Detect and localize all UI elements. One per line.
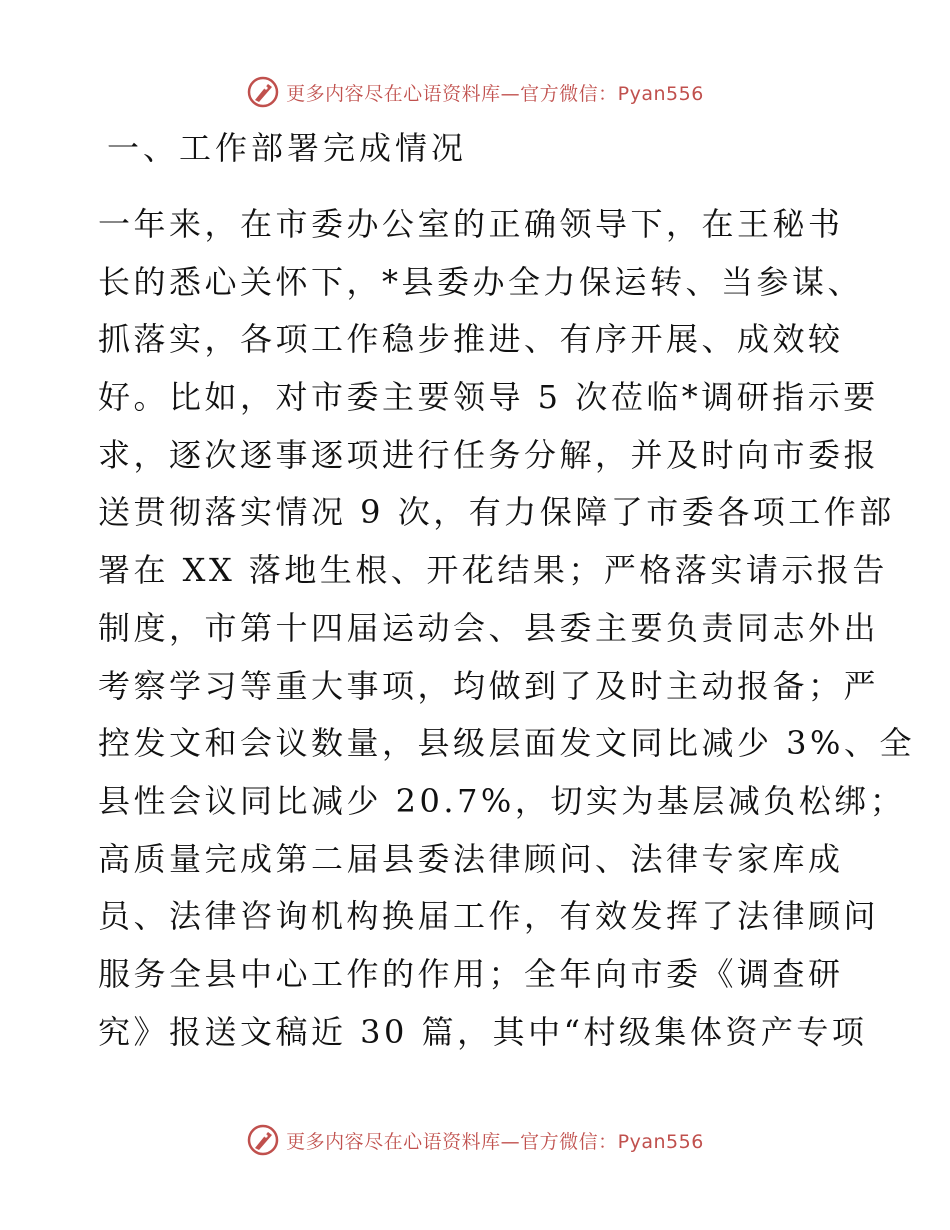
pen-nib-logo-icon: [246, 75, 280, 109]
text-line: 员、法律咨询机构换届工作，有效发挥了法律顾问: [98, 897, 880, 936]
text-line: 署在 XX 落地生根、开花结果；严格落实请示报告: [98, 551, 888, 590]
body-paragraph: [98, 196, 915, 1061]
text-line: 好。比如，对市委主要领导 5 次莅临*调研指示要: [98, 378, 879, 417]
text-line: 长的悉心关怀下，*县委办全力保运转、当参谋、: [98, 262, 864, 301]
pen-nib-logo-icon: [246, 1123, 280, 1157]
text-line: 服务全县中心工作的作用；全年向市委《调查研: [98, 954, 844, 993]
text-line: 制度，市第十四届运动会、县委主要负责同志外出: [98, 608, 880, 647]
section-heading: 一、工作部署完成情况: [107, 129, 468, 167]
text-line: 求，逐次逐事逐项进行任务分解，并及时向市委报: [98, 435, 880, 474]
text-line: 送贯彻落实情况 9 次，有力保障了市委各项工作部: [98, 493, 895, 532]
text-line: 县性会议同比减少 20.7%，切实为基层减负松绑；: [98, 781, 906, 820]
text-line: 抓落实，各项工作稳步推进、有序开展、成效较: [98, 320, 844, 359]
text-line: 一年来，在市委办公室的正确领导下，在王秘书: [98, 205, 844, 243]
watermark-text: 更多内容尽在心语资料库—官方微信：Pyan556: [286, 1130, 704, 1153]
text-line: 考察学习等重大事项，均做到了及时主动报备；严: [98, 666, 880, 705]
text-line: 究》报送文稿近 30 篇，其中“村级集体资产专项: [98, 1012, 868, 1051]
watermark-text: 更多内容尽在心语资料库—官方微信：Pyan556: [286, 82, 704, 105]
text-line: 高质量完成第二届县委法律顾问、法律专家库成: [98, 839, 844, 878]
text-line: 控发文和会议数量，县级层面发文同比减少 3%、全: [98, 724, 915, 763]
header-watermark-banner: [0, 72, 950, 112]
footer-watermark-banner: [0, 1120, 950, 1160]
